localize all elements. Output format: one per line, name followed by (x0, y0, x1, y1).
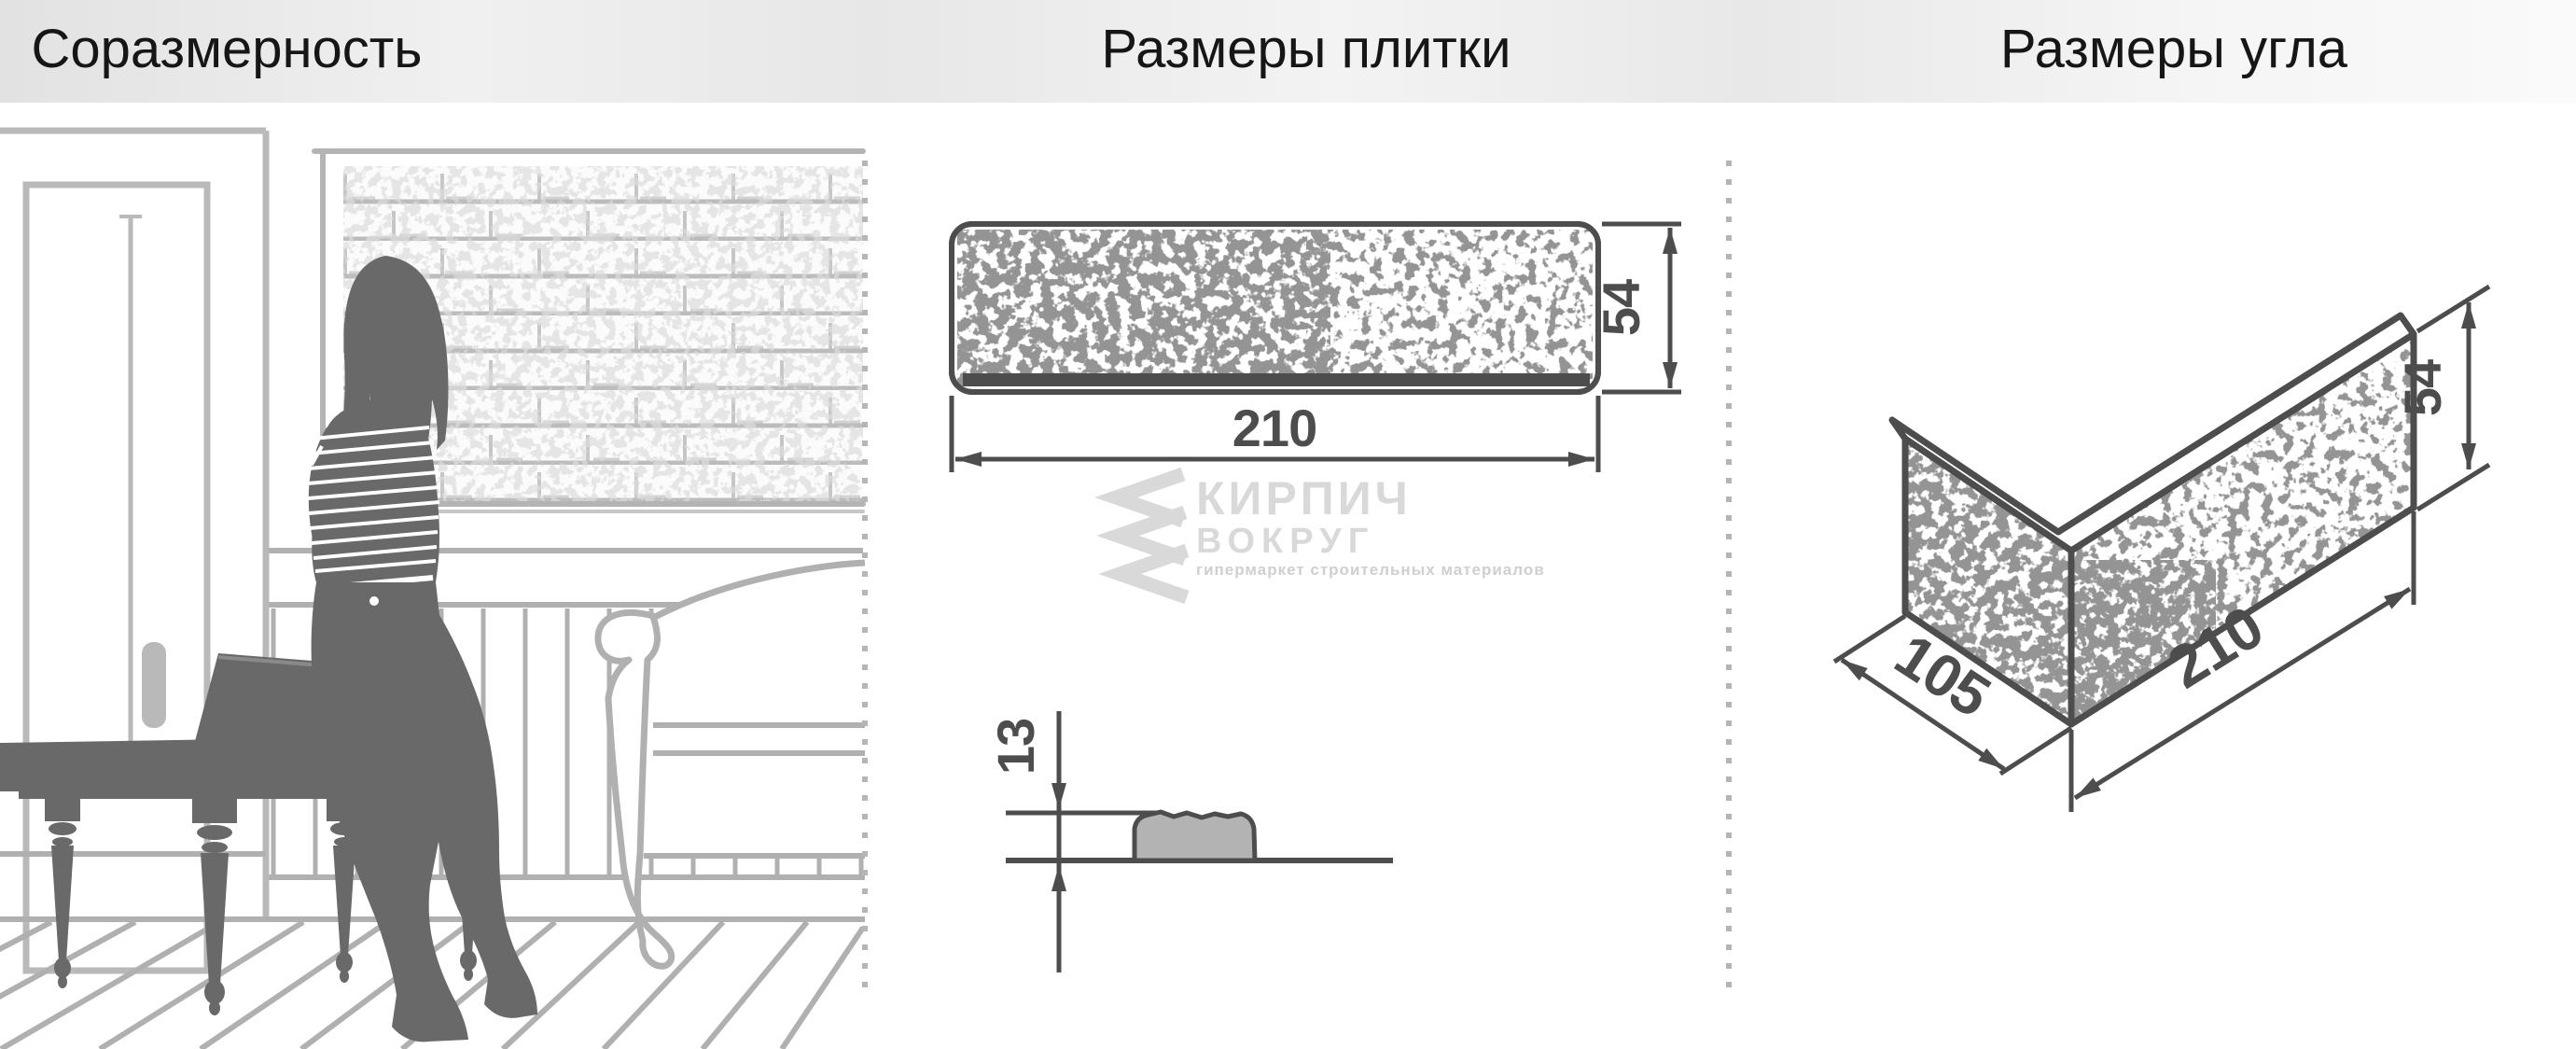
brand-watermark (1116, 472, 1545, 597)
tile-width-label: 210 (1232, 399, 1317, 457)
door (0, 131, 266, 971)
tile-height-label: 54 (1592, 279, 1650, 337)
brand-logo-icon (1116, 474, 1187, 597)
corner-depth-label: 105 (1883, 621, 2002, 731)
woman-jeans-button (369, 596, 379, 606)
corner-height-label: 54 (2393, 359, 2452, 417)
brand-name-line1: КИРПИЧ (1196, 472, 1412, 524)
brand-tagline: гипермаркет строительных материалов (1196, 561, 1545, 579)
header-band (0, 0, 2576, 103)
corner-dimension-diagram (1834, 287, 2489, 812)
panel-title-tile-dimensions: Размеры плитки (1101, 19, 1511, 79)
tile-dimension-diagram (952, 224, 1681, 972)
scale-scene (0, 131, 865, 1049)
tile-thickness-diagram (986, 711, 1393, 972)
brand-name-line2: ВОКРУГ (1196, 522, 1375, 561)
door-handle (142, 642, 166, 728)
table-leg (45, 799, 80, 988)
tile-profile (1135, 812, 1255, 860)
table-leg (192, 799, 237, 1015)
corner-length-label: 210 (2156, 593, 2275, 702)
sofa (598, 563, 865, 966)
tile-thickness-label: 13 (986, 718, 1045, 776)
panel-title-proportionality: Соразмерность (31, 19, 423, 79)
panel-title-corner-dimensions: Размеры угла (1999, 19, 2348, 79)
tile-face-view (952, 224, 1598, 392)
